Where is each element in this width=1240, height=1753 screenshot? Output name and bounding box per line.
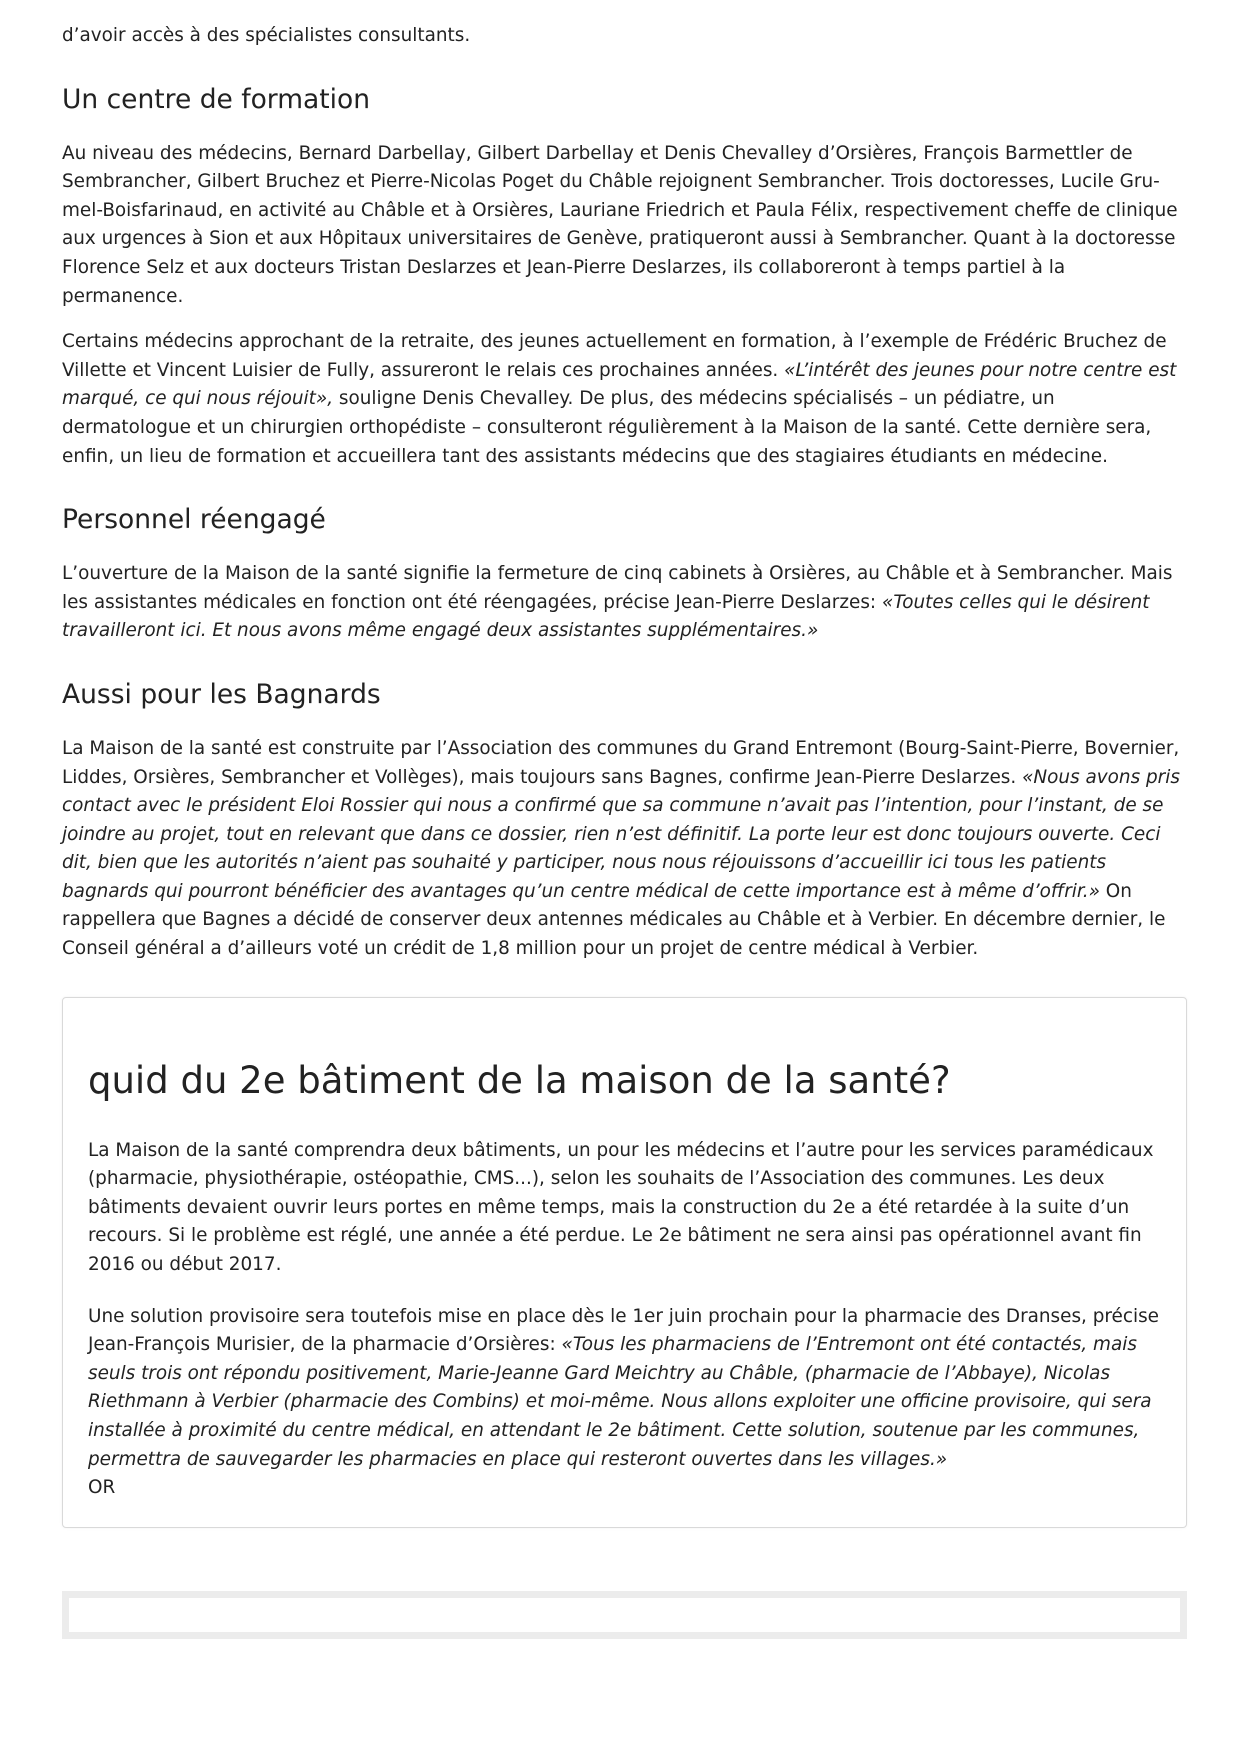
section-heading-training-center: Un centre de formation xyxy=(62,83,371,115)
quote-text: «Nous avons pris contact avec le président Eloi Rossier qui nous a confirmé que sa commune n’avait pas l’intention, pour l’instant, de se joindre au projet, tout en relevant que dans ce dossier, rien n’est définitif. La porte leur est donc toujours ouverte. Ceci dit, bien que les autorités n’aient pas souhaité y participer, nous nous réjouissons d’accueillir ici tous les patients bagnards qui pourront bénéficier des avantages qu’un centre médical de cette importance est à même d’offrir.» xyxy=(62,766,1180,902)
intro-paragraph-tail: d’avoir accès à des spécialistes consultants. xyxy=(62,25,471,46)
paragraph-bagnards xyxy=(62,735,1187,964)
paragraph-young-doctors xyxy=(62,328,1187,471)
paragraph-text: La Maison de la santé est construite par l’Association des communes du Grand Entremont (Bourg-Saint-Pierre, Bovernier, Liddes, Orsières, Sembrancher et Vollèges), mais toujours sans Bagnes, confirme Jean-Pierre Deslarzes. xyxy=(62,737,1180,788)
quote-text: «L’intérêt des jeunes pour notre centre est marqué, ce qui nous réjouit», xyxy=(62,359,1177,410)
section-heading-bagnards: Aussi pour les Bagnards xyxy=(62,678,381,710)
info-box-title: quid du 2e bâtiment de la maison de la santé? xyxy=(88,1058,951,1102)
info-box-paragraph xyxy=(88,1303,1161,1475)
paragraph-text: Certains médecins approchant de la retraite, des jeunes actuellement en formation, à l’exemple de Frédéric Bruchez de Villette et Vincent Luisier de Fully, assureront le relais ces prochaines années. xyxy=(62,331,1167,381)
quote-text: «Tous les pharmaciens de l’Entremont ont été contactés, mais seuls trois ont répondu positivement, Marie-Jeanne Gard Meichtry au Châble, (pharmacie de l’Abbaye), Nicolas Riethmann à Verbier (pharmacie des Combins) et moi-même. Nous allons exploiter une officine provisoire, qui sera installée à proximité du centre médical, en attendant le 2e bâtiment. Cette solution, soutenue par les communes, permettra de sauvegarder les pharmacies en place qui resteront ouvertes dans les villages.» xyxy=(88,1334,1152,1470)
bottom-placeholder-box xyxy=(62,1591,1187,1639)
info-box xyxy=(62,997,1187,1528)
paragraph-text: Une solution provisoire sera toutefois mise en place dès le 1er juin prochain pour la pharmacie des Dranses, précise Jean-François Murisier, de la pharmacie d’Orsières: xyxy=(88,1305,1159,1356)
paragraph-text: On rappellera que Bagnes a décidé de conserver deux antennes médicales au Châble et à Verbier. En décembre dernier, le Conseil général a d’ailleurs voté un crédit de 1,8 million pour un projet de centre médical à Verbier. xyxy=(62,880,1166,960)
paragraph-staff xyxy=(62,560,1187,646)
paragraph-doctors: Au niveau des médecins, Bernard Darbellay, Gilbert Darbellay et Denis Chevalley d’Orsières, François Barmettler de Sembrancher, Gilbert Bruchez et Pierre-Nicolas Poget du Châble rejoignent Sembrancher. Trois doctoresses, Lucile Grumel-Boisfarinaud, en activité au Châble et à Orsières, Lauriane Friedrich et Paula Félix, respectivement cheffe de clinique aux urgences à Sion et aux Hôpitaux universitaires de Genève, pratiqueront aussi à Sembrancher. Quant à la doctoresse Florence Selz et aux docteurs Tristan Deslarzes et Jean-Pierre Deslarzes, ils collaboreront à temps partiel à la permanence. xyxy=(62,142,1178,307)
article-body xyxy=(62,22,1187,1639)
info-box-paragraph: La Maison de la santé comprendra deux bâtiments, un pour les médecins et l’autre pour les services paramédicaux (pharmacie, physiothérapie, ostéopathie, CMS...), selon les souhaits de l’Association des communes. Les deux bâtiments devaient ouvrir leurs portes en même temps, mais la construction du 2e a été retardée à la suite d’un recours. Si le problème est réglé, une année a été perdue. Le 2e bâtiment ne sera ainsi pas opérationnel avant fin 2016 ou début 2017. xyxy=(88,1139,1154,1276)
paragraph-text: L’ouverture de la Maison de la santé signifie la fermeture de cinq cabinets à Orsières, au Châble et à Sembrancher. Mais les assistantes médicales en fonction ont été réengagées, précise Jean-Pierre Deslarzes: xyxy=(62,563,1173,613)
paragraph-text: souligne Denis Chevalley. De plus, des médecins spécialisés – un pédiatre, un dermatologue et un chirurgien orthopédiste – consulteront régulièrement à la Maison de la santé. Cette dernière sera, enfin, un lieu de formation et accueillera tant des assistants médecins que des stagiaires étudiants en médecine. xyxy=(62,388,1152,467)
section-heading-staff: Personnel réengagé xyxy=(62,504,326,536)
info-box-signature: OR xyxy=(88,1477,116,1499)
quote-text: «Toutes celles qui le désirent travailleront ici. Et nous avons même engagé deux assistantes supplémentaires.» xyxy=(62,591,1150,642)
